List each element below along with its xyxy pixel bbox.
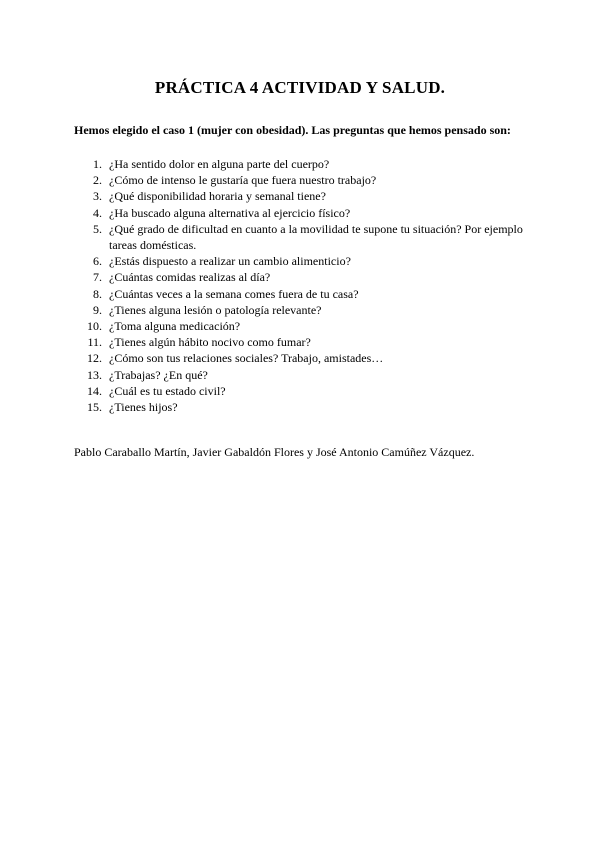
page-title: PRÁCTICA 4 ACTIVIDAD Y SALUD. (154, 78, 446, 97)
question-number: 5. (93, 221, 102, 236)
question-number: 6. (93, 254, 102, 269)
question-text: ¿Qué grado de dificultad en cuanto a la movilidad te supone tu situación? Por ejemplo tareas domésticas. (109, 221, 523, 253)
question-item (74, 367, 534, 383)
question-number: 2. (93, 173, 102, 188)
question-item (74, 334, 534, 350)
question-item (74, 221, 534, 253)
question-item (74, 156, 534, 172)
question-number: 11. (87, 335, 102, 350)
question-number: 8. (93, 286, 102, 301)
question-text: ¿Cuántas comidas realizas al día? (109, 270, 271, 285)
question-text: ¿Cómo son tus relaciones sociales? Trabajo, amistades… (109, 351, 384, 366)
question-item (74, 253, 534, 269)
question-text: ¿Cuál es tu estado civil? (109, 383, 226, 398)
question-number: 9. (93, 302, 102, 317)
intro-text: Hemos elegido el caso 1 (mujer con obesidad). Las preguntas que hemos pensado son: (74, 123, 511, 137)
question-text: ¿Cómo de intenso le gustaría que fuera nuestro trabajo? (109, 173, 377, 188)
question-number: 7. (93, 270, 102, 285)
question-number: 13. (87, 367, 102, 382)
question-item (74, 188, 534, 204)
question-text: ¿Estás dispuesto a realizar un cambio alimenticio? (109, 254, 351, 269)
question-item (74, 383, 534, 399)
question-item (74, 399, 534, 415)
question-item (74, 318, 534, 334)
question-text: ¿Tienes alguna lesión o patología relevante? (109, 302, 322, 317)
question-number: 10. (87, 319, 102, 334)
question-item (74, 302, 534, 318)
question-text: ¿Toma alguna medicación? (109, 319, 241, 334)
question-text: ¿Tienes hijos? (109, 400, 178, 415)
question-item (74, 172, 534, 188)
question-text: ¿Ha sentido dolor en alguna parte del cuerpo? (109, 157, 330, 171)
question-number: 14. (87, 383, 102, 398)
authors-text: Pablo Caraballo Martín, Javier Gabaldón Flores y José Antonio Camúñez Vázquez. (74, 445, 475, 459)
question-text: ¿Tienes algún hábito nocivo como fumar? (109, 335, 311, 350)
question-text: ¿Cuántas veces a la semana comes fuera de tu casa? (109, 286, 359, 301)
question-text: ¿Ha buscado alguna alternativa al ejercicio físico? (109, 205, 351, 220)
question-text: ¿Trabajas? ¿En qué? (109, 367, 208, 382)
question-number: 15. (87, 400, 102, 415)
question-text: ¿Qué disponibilidad horaria y semanal tiene? (109, 189, 326, 204)
question-number: 3. (93, 189, 102, 204)
question-item (74, 350, 534, 366)
question-item (74, 286, 534, 302)
question-item (74, 205, 534, 221)
question-item (74, 269, 534, 285)
question-number: 1. (93, 157, 102, 171)
question-number: 4. (93, 205, 102, 220)
question-number: 12. (87, 351, 102, 366)
question-list (74, 156, 534, 415)
